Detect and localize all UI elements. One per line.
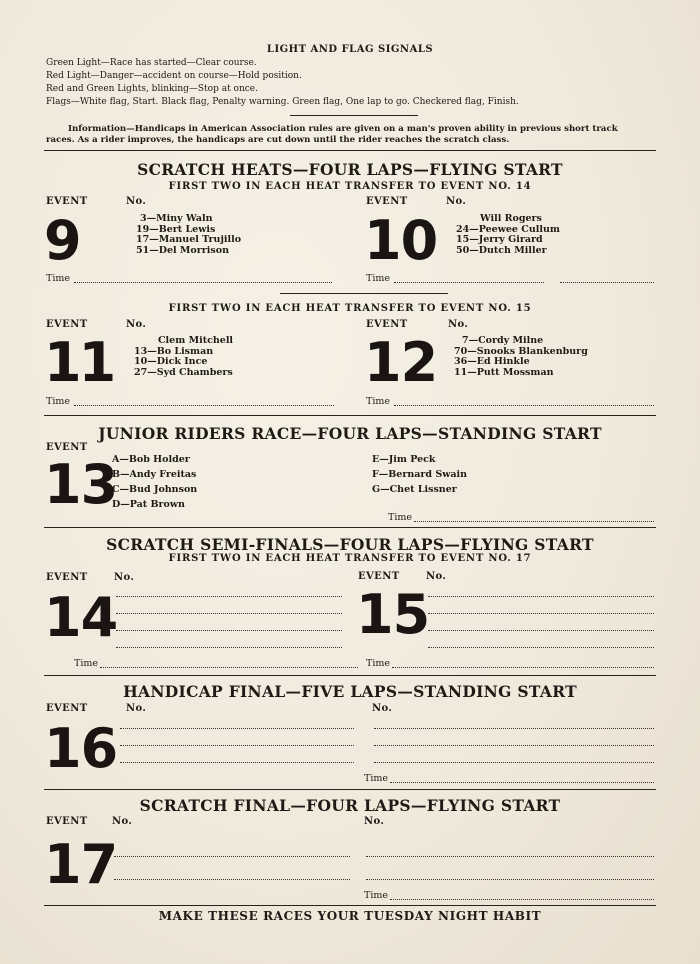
event-9-no-label: No.	[126, 196, 147, 207]
event-17-entry-line	[114, 856, 350, 857]
divider-6	[44, 905, 656, 906]
signals-heading: LIGHT AND FLAG SIGNALS	[266, 44, 434, 55]
event-14-number: 14	[44, 586, 118, 649]
rider: G—Chet Lissner	[372, 484, 457, 495]
rider: Clem Mitchell	[158, 335, 234, 346]
event-16-time-field	[390, 782, 654, 783]
transfer-note-15: FIRST TWO IN EACH HEAT TRANSFER TO EVENT NO. 15	[168, 303, 532, 314]
event-14-no-label: No.	[114, 572, 135, 583]
event-10-no-label: No.	[446, 196, 467, 207]
divider-5	[44, 789, 656, 790]
event-15-number: 15	[356, 583, 430, 646]
scratch-heats-title: SCRATCH HEATS—FOUR LAPS—FLYING START	[137, 160, 563, 179]
event-10-number: 10	[364, 209, 438, 272]
rider: 51—Del Morrison	[136, 244, 229, 256]
rider: E—Jim Peck	[372, 454, 436, 465]
divider-1	[44, 150, 656, 151]
short-divider	[290, 115, 418, 116]
rider: 19—Bert Lewis	[136, 223, 216, 235]
event-17-no-label: No.	[112, 816, 133, 827]
semis-title: SCRATCH SEMI-FINALS—FOUR LAPS—FLYING START	[106, 535, 594, 554]
event-17-no-label-right: No.	[364, 816, 385, 827]
event-13-label: EVENT	[46, 442, 88, 453]
rider: 11—Putt Mossman	[454, 366, 554, 378]
transfer-note-17: FIRST TWO IN EACH HEAT TRANSFER TO EVENT NO. 17	[168, 553, 532, 564]
event-9-time-field	[74, 282, 332, 283]
rider: 3—Miny Waln	[140, 213, 213, 224]
event-11-no-label: No.	[126, 319, 147, 330]
event-16-no-label-right: No.	[372, 703, 393, 714]
event-11-time-field	[74, 405, 334, 406]
rider: F—Bernard Swain	[372, 469, 468, 480]
rider: D—Pat Brown	[112, 499, 185, 510]
event-12-time-label: Time	[366, 396, 391, 407]
rider: A—Bob Holder	[112, 454, 190, 465]
divider-4	[44, 675, 656, 676]
event-16-entry-line	[374, 745, 654, 746]
event-10-time-label: Time	[366, 273, 391, 284]
divider-2	[44, 415, 656, 416]
heat-divider	[280, 293, 448, 294]
handicap-title: HANDICAP FINAL—FIVE LAPS—STANDING START	[123, 682, 577, 701]
event-14-time-field	[100, 667, 358, 668]
event-16-entry-line	[374, 762, 654, 763]
rider: 10—Dick Ince	[134, 356, 208, 368]
event-12-time-field	[394, 405, 654, 406]
event-13-riders-left	[112, 452, 197, 512]
rider: C—Bud Johnson	[112, 484, 198, 495]
event-10-riders	[456, 214, 560, 256]
event-16-entry-line	[120, 728, 354, 729]
event-14-entry-line	[116, 613, 342, 614]
rider: Will Rogers	[480, 213, 542, 224]
signal-line-flags: Flags—White flag, Start. Black flag, Penalty warning. Green flag, One lap to go. Checkered flag, Finish.	[46, 97, 519, 107]
transfer-note-14: FIRST TWO IN EACH HEAT TRANSFER TO EVENT NO. 14	[168, 181, 532, 192]
rider: 70—Snooks Blankenburg	[454, 345, 588, 357]
rider: 15—Jerry Girard	[456, 234, 543, 246]
event-10-time-field-extra	[560, 282, 654, 283]
event-17-number: 17	[44, 833, 118, 896]
event-15-entry-line	[428, 630, 654, 631]
junior-title: JUNIOR RIDERS RACE—FOUR LAPS—STANDING START	[98, 424, 602, 443]
event-15-entry-line	[428, 647, 654, 648]
event-13-number: 13	[44, 453, 118, 516]
event-17-time-field	[390, 899, 654, 900]
event-15-label: EVENT	[358, 571, 400, 582]
event-16-entry-line	[120, 762, 354, 763]
event-10-time-field	[394, 282, 544, 283]
rider: 17—Manuel Trujillo	[136, 234, 242, 246]
event-9-time-label: Time	[46, 273, 71, 284]
event-17-entry-line	[366, 856, 654, 857]
event-14-label: EVENT	[46, 572, 88, 583]
event-12-label: EVENT	[366, 319, 408, 330]
event-15-entry-line	[428, 613, 654, 614]
event-16-entry-line	[120, 745, 354, 746]
event-16-no-label: No.	[126, 703, 147, 714]
signal-line-red: Red Light—Danger—accident on course—Hold position.	[46, 71, 302, 81]
event-16-number: 16	[44, 717, 118, 780]
event-12-number: 12	[364, 331, 438, 394]
event-9-number: 9	[44, 209, 81, 272]
event-13-riders-right	[372, 452, 467, 497]
footer-slogan: MAKE THESE RACES YOUR TUESDAY NIGHT HABIT	[158, 909, 542, 923]
event-15-time-field	[392, 667, 654, 668]
event-15-no-label: No.	[426, 571, 447, 582]
event-11-label: EVENT	[46, 319, 88, 330]
event-14-entry-line	[116, 630, 342, 631]
event-16-entry-line	[374, 728, 654, 729]
event-9-riders	[136, 214, 241, 256]
event-13-time-field	[414, 521, 654, 522]
event-12-riders	[454, 336, 588, 378]
signal-line-green: Green Light—Race has started—Clear course.	[46, 58, 257, 68]
event-15-time-label: Time	[366, 658, 391, 669]
event-10-label: EVENT	[366, 196, 408, 207]
event-11-riders	[134, 336, 233, 378]
signal-line-blink: Red and Green Lights, blinking—Stop at once.	[46, 84, 258, 94]
event-17-time-label: Time	[364, 890, 389, 901]
rider: 13—Bo Lisman	[134, 345, 214, 357]
event-17-label: EVENT	[46, 816, 88, 827]
event-12-no-label: No.	[448, 319, 469, 330]
event-11-number: 11	[44, 331, 114, 394]
information-line-2: races. As a rider improves, the handicaps are cut down until the rider reaches the scratch class.	[46, 135, 510, 145]
rider: 27—Syd Chambers	[134, 366, 233, 378]
divider-3	[44, 527, 656, 528]
event-17-entry-line	[114, 879, 350, 880]
event-14-entry-line	[116, 647, 342, 648]
event-14-entry-line	[116, 596, 342, 597]
event-13-time-label: Time	[388, 512, 413, 523]
rider: 50—Dutch Miller	[456, 244, 547, 256]
event-14-time-label: Time	[74, 658, 99, 669]
rider: 24—Peewee Cullum	[456, 223, 560, 235]
final-title: SCRATCH FINAL—FOUR LAPS—FLYING START	[139, 796, 561, 815]
event-17-entry-line	[366, 879, 654, 880]
information-line-1: Information—Handicaps in American Association rules are given on a man's proven ability in previous short track	[68, 124, 618, 134]
rider: 7—Cordy Milne	[462, 335, 544, 346]
rider: 36—Ed Hinkle	[454, 356, 530, 368]
event-16-label: EVENT	[46, 703, 88, 714]
event-11-time-label: Time	[46, 396, 71, 407]
rider: B—Andy Freitas	[112, 469, 197, 480]
event-16-time-label: Time	[364, 773, 389, 784]
event-15-entry-line	[428, 596, 654, 597]
event-9-label: EVENT	[46, 196, 88, 207]
